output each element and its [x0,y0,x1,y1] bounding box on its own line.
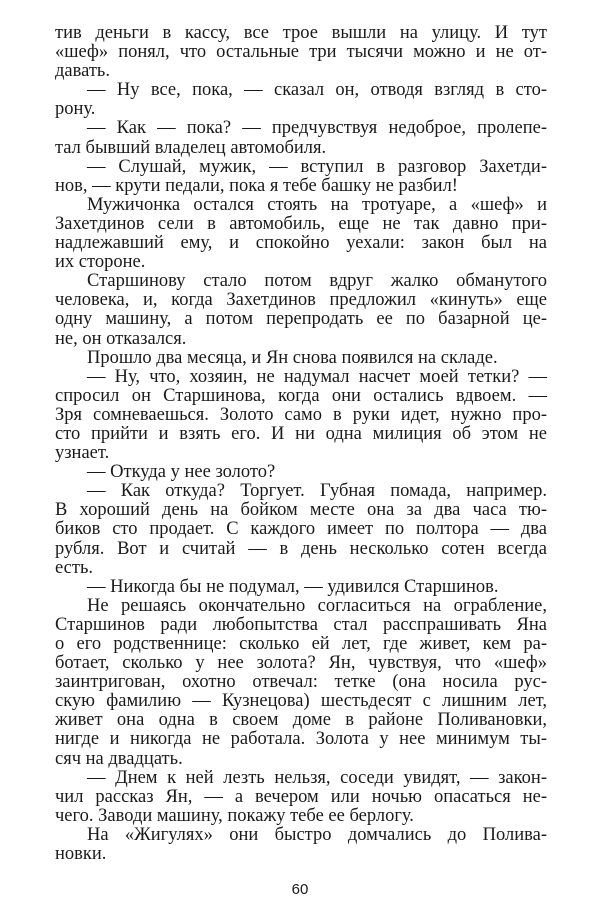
text-line: «шеф» понял, что остальные три тысячи можно и не от- [55,42,547,63]
text-line: — Слушай, мужик, — вступил в разговор Захетди- [87,156,547,177]
text-line: нов, — крути педали, пока я тебе башку не разбил! [55,175,458,196]
text-line: рубля. Вот и считай — в день несколько сотен всегда [55,538,547,559]
text-line: Мужичонка остался стоять на тротуаре, а «шеф» и [87,194,547,215]
text-line: о его родственнице: сколько ей лет, где живет, кем ра- [55,634,547,654]
text-line: Старшинов ради любопытства стал расспрашивать Яна [55,614,547,635]
text-line: надлежавший ему, и спокойно уехали: закон был на [55,233,547,254]
text-line: На «Жигулях» они быстро домчались до Полива- [87,824,547,845]
text-line: чил рассказ Ян, — а вечером или ночью опасаться не- [55,786,547,807]
text-line: человека, и, когда Захетдинов предложил «кинуть» еще [55,290,547,311]
text-line: тив деньги в кассу, все трое вышли на улицу. И тут [55,23,547,43]
text-line: нигде и никогда не работала. Золота у нее минимум ты- [55,729,547,750]
page-body-text [55,24,547,864]
text-line: — Ну, что, хозяин, не надумал насчет моей тетки? — [87,366,547,387]
text-line: чего. Заводи машину, покажу тебе ее берлогу. [55,805,414,826]
text-line: — Никогда бы не подумал, — удивился Старшинов. [87,576,499,597]
text-line: Старшинову стало потом вдруг жалко обманутого [87,271,547,292]
text-line: тал бывший владелец автомобиля. [55,137,327,158]
text-line: не, он отказался. [55,328,187,349]
text-line: сяч на двадцать. [55,748,183,769]
text-line: Прошло два месяца, и Ян снова появился на складе. [87,347,498,368]
text-line: — Как — пока? — предчувствуя недоброе, пролепе- [87,118,547,139]
text-line: ботает, сколько у нее золота? Ян, чувствуя, что «шеф» [55,653,547,674]
text-line: — Откуда у нее золото? [87,462,276,483]
text-line: их стороне. [55,252,146,273]
text-line: заинтригован, охотно отвечал: тетке (она носила рус- [55,672,547,693]
text-line: биков сто продает. С каждого имеет по полтора — два [55,519,547,540]
text-line: — Ну все, пока, — сказал он, отводя взгляд в сто- [87,80,547,101]
text-line: Захетдинов сели в автомобиль, еще не так давно при- [55,213,547,234]
text-line: спросил он Старшинова, когда они остались вдвоем. — [55,385,547,406]
text-line: В хороший день на бойком месте она за два часа тю- [55,500,547,521]
text-line: Не решаясь окончательно согласиться на ограбление, [87,595,547,616]
text-line: давать. [55,61,110,82]
text-line: скую фамилию — Кузнецова) шестьдесят с лишним лет, [55,691,547,712]
text-line: есть. [55,557,94,578]
text-line: — Как откуда? Торгует. Губная помада, например. [87,481,547,502]
text-line: рону. [55,99,96,120]
page-number: 60 [291,881,309,898]
text-line: — Днем к ней лезть нельзя, соседи увидят, — закон- [87,767,547,788]
text-line: одну машину, а потом перепродать ее по базарной це- [55,309,547,330]
text-line: узнает. [55,443,110,464]
text-line: живет она одна в своем доме в районе Поливановки, [55,710,547,731]
text-line: новки. [55,844,107,865]
text-line: сто прийти и взять его. И ни одна милиция об этом не [55,423,547,444]
text-line: Зря сомневаешься. Золото само в руки идет, нужно про- [55,404,547,425]
